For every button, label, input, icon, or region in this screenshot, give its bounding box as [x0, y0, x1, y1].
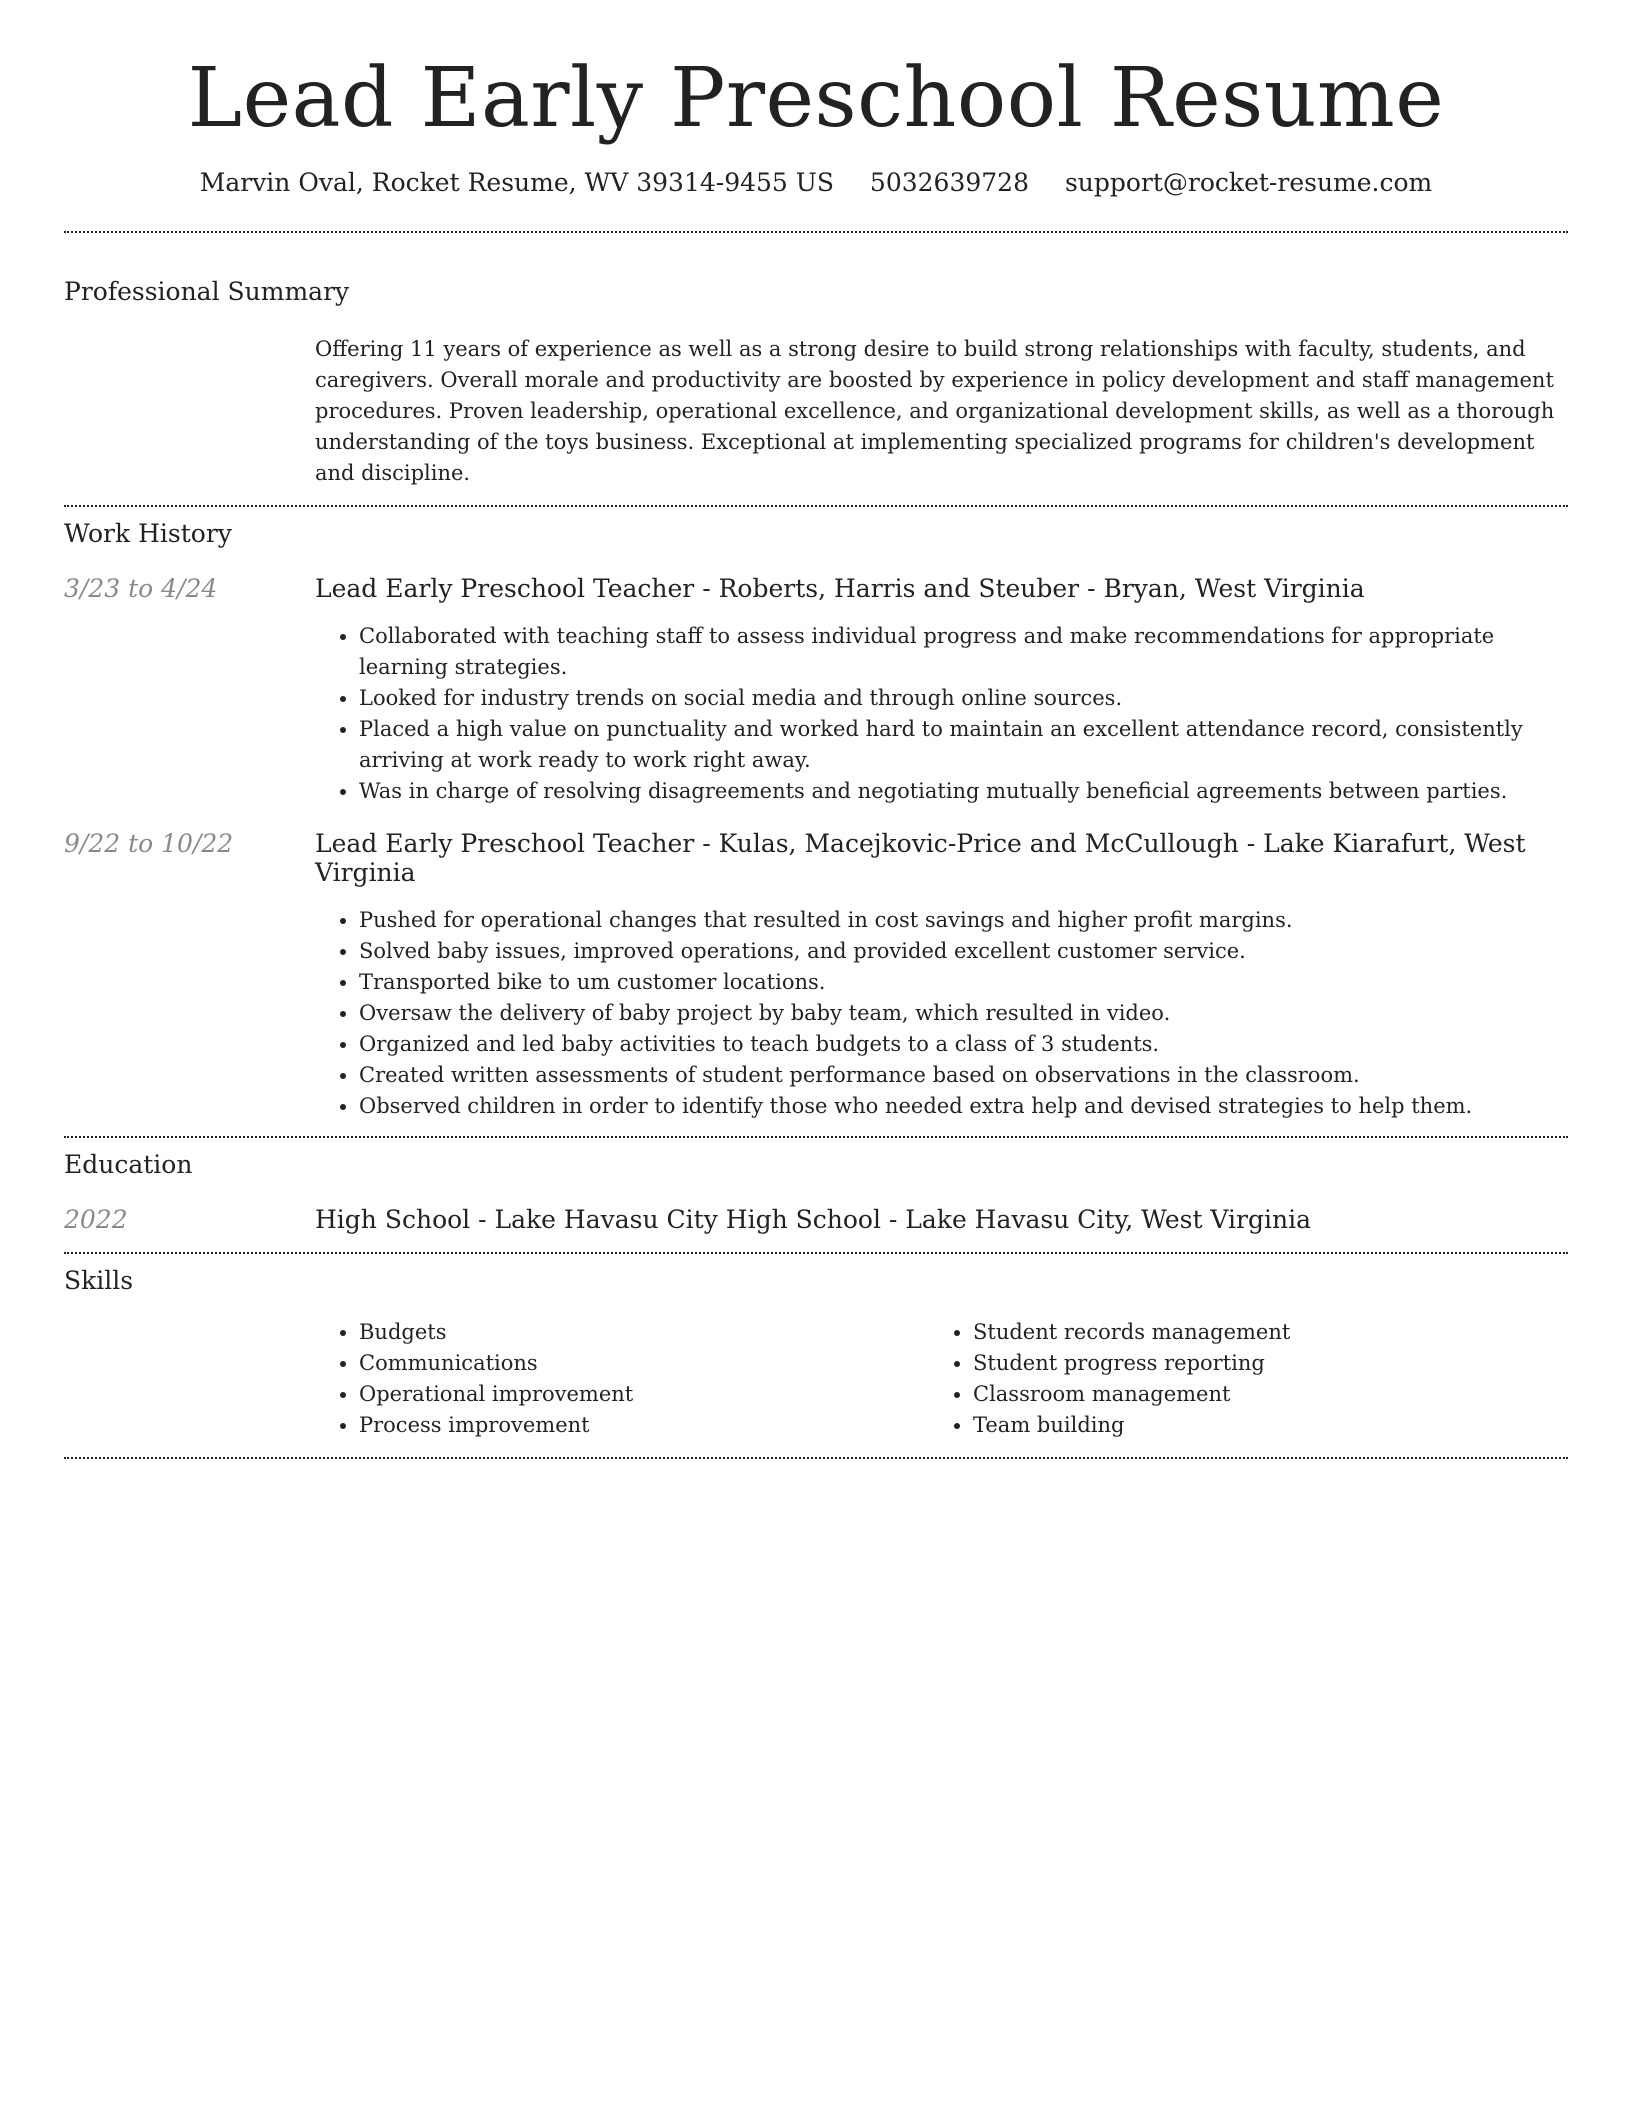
skills-heading: Skills [64, 1266, 134, 1295]
job-title: Lead Early Preschool Teacher - Kulas, Macejkovic-Price and McCullough - Lake Kiarafurt, West Virginia [315, 829, 1526, 887]
skill-item: • Communications [359, 1348, 929, 1379]
summary-section [64, 233, 1568, 505]
job-bullet: • Placed a high value on punctuality and worked hard to maintain an excellent attendance record, consistently arriving at work ready to work right away. [359, 714, 1568, 776]
education-entry [64, 1205, 1568, 1252]
resume-title: Lead Early Preschool Resume [187, 51, 1445, 146]
contact-email: support@rocket-resume.com [1064, 168, 1433, 197]
job-bullets [315, 621, 1568, 807]
contact-phone: 5032639728 [869, 168, 1029, 197]
job-bullet: • Organized and led baby activities to teach budgets to a class of 3 students. [359, 1029, 1568, 1060]
skill-item: • Classroom management [973, 1379, 1473, 1410]
summary-heading: Professional Summary [64, 277, 350, 306]
education-section [64, 1138, 1568, 1252]
job-dates: 3/23 to 4/24 [64, 574, 218, 603]
job-bullet: • Observed children in order to identify those who needed extra help and devised strategies to help them. [359, 1091, 1568, 1122]
job-dates: 9/22 to 10/22 [64, 829, 234, 858]
skill-item: • Student progress reporting [973, 1348, 1473, 1379]
work-history-heading: Work History [64, 519, 232, 548]
job-bullet: • Solved baby issues, improved operations, and provided excellent customer service. [359, 936, 1568, 967]
education-title: High School - Lake Havasu City High School - Lake Havasu City, West Virginia [315, 1205, 1311, 1234]
skill-item: • Process improvement [359, 1410, 929, 1441]
skills-column-1 [315, 1317, 929, 1441]
skill-item: • Operational improvement [359, 1379, 929, 1410]
skills-section [64, 1254, 1568, 1457]
skills-columns [315, 1317, 1568, 1457]
job-bullet: • Was in charge of resolving disagreements and negotiating mutually beneficial agreements between parties. [359, 776, 1568, 807]
skills-column-2 [929, 1317, 1473, 1441]
job-entry [64, 829, 1568, 1122]
section-divider [64, 1457, 1568, 1459]
skill-item: • Team building [973, 1410, 1473, 1441]
contact-address: Marvin Oval, Rocket Resume, WV 39314-9455 US [199, 168, 834, 197]
work-history-section [64, 507, 1568, 1136]
job-bullet: • Pushed for operational changes that resulted in cost savings and higher profit margins. [359, 905, 1568, 936]
job-bullet: • Transported bike to um customer locations. [359, 967, 1568, 998]
job-bullet: • Looked for industry trends on social media and through online sources. [359, 683, 1568, 714]
job-bullet: • Collaborated with teaching staff to assess individual progress and make recommendations for appropriate learning strategies. [359, 621, 1568, 683]
education-year: 2022 [64, 1205, 128, 1234]
job-bullet: • Oversaw the delivery of baby project by baby team, which resulted in video. [359, 998, 1568, 1029]
job-title: Lead Early Preschool Teacher - Roberts, Harris and Steuber - Bryan, West Virginia [315, 574, 1365, 603]
job-bullets [315, 905, 1568, 1122]
skill-item: • Student records management [973, 1317, 1473, 1348]
job-bullet: • Created written assessments of student performance based on observations in the classroom. [359, 1060, 1568, 1091]
summary-text: Offering 11 years of experience as well as a strong desire to build strong relationships with faculty, students, and caregivers. Overall morale and productivity are boosted by experience in policy development and staff management procedures. Proven leadership, operational excellence, and organizational development skills, as well as a thorough understanding of the toys business. Exceptional at implementing specialized programs for children's development and discipline. [315, 337, 1555, 485]
job-entry [64, 574, 1568, 807]
skill-item: • Budgets [359, 1317, 929, 1348]
education-heading: Education [64, 1150, 193, 1179]
contact-line [64, 168, 1568, 197]
